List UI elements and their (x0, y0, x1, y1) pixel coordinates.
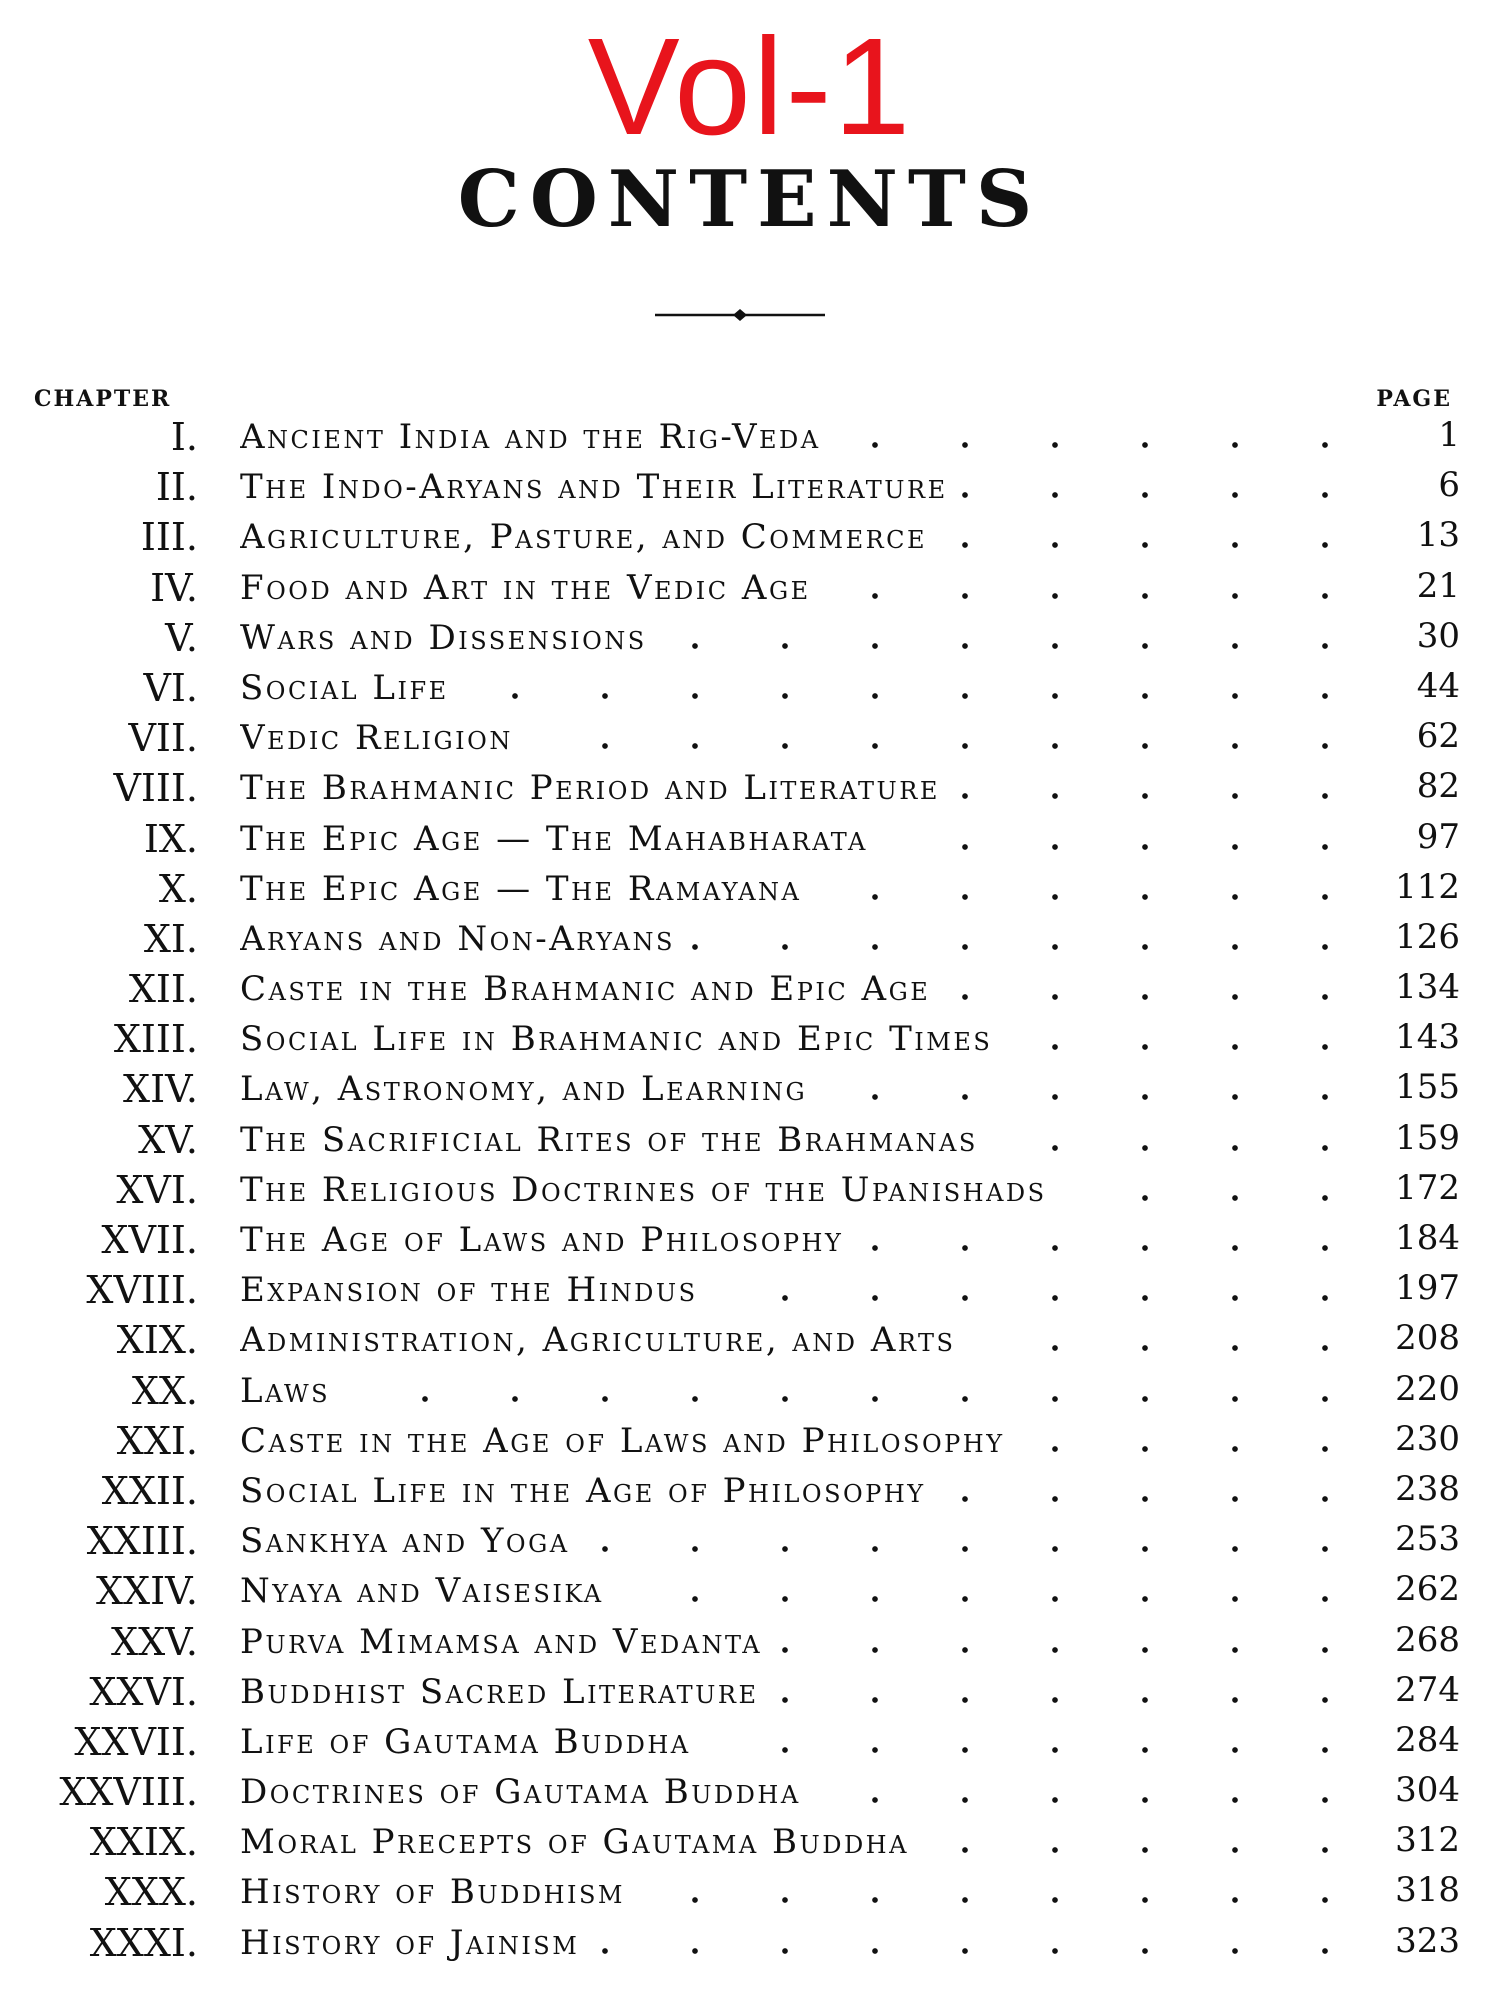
chapter-page-number: 208 (1395, 1318, 1460, 1359)
chapter-page-number: 134 (1395, 967, 1460, 1008)
dot-leader (1019, 1446, 1370, 1452)
chapter-title: Doctrines of Gautama Buddha (240, 1772, 801, 1813)
chapter-title: Administration, Agriculture, and Arts (240, 1320, 956, 1361)
toc-entry (0, 1165, 1500, 1215)
toc-entry (0, 1366, 1500, 1416)
dot-leader (712, 1295, 1370, 1301)
divider-ornament-icon (655, 309, 825, 321)
chapter-title: The Brahmanic Period and Literature (240, 768, 940, 809)
chapter-number: XII. (128, 967, 198, 1012)
toc-entry (0, 412, 1500, 462)
chapter-column-header: CHAPTER (34, 386, 172, 412)
dot-leader (344, 1396, 1370, 1402)
dot-leader (962, 492, 1370, 498)
dot-leader (992, 1145, 1370, 1151)
chapter-page-number: 318 (1395, 1870, 1460, 1911)
chapter-number: XXXI. (89, 1920, 198, 1965)
toc-entry (0, 1918, 1500, 1968)
chapter-number: XXVI. (89, 1669, 198, 1714)
chapter-number: XX. (131, 1368, 198, 1413)
chapter-number: XVI. (116, 1167, 198, 1212)
dot-leader (1006, 1044, 1370, 1050)
chapter-number: X. (158, 866, 198, 911)
chapter-title: Wars and Dissensions (240, 617, 647, 658)
chapter-page-number: 62 (1416, 716, 1460, 757)
chapter-title: Vedic Religion (240, 718, 513, 759)
dot-leader (815, 894, 1370, 900)
chapter-title: Aryans and Non-Aryans (240, 918, 675, 959)
chapter-page-number: 97 (1416, 816, 1460, 857)
toc-entry (0, 763, 1500, 813)
toc-entry (0, 1315, 1500, 1365)
chapter-number: IX. (143, 816, 198, 861)
dot-leader (618, 1596, 1370, 1602)
toc-entry (0, 1115, 1500, 1165)
dot-leader (923, 1847, 1370, 1853)
chapter-title: The Age of Laws and Philosophy (240, 1220, 844, 1260)
toc-entry (0, 1466, 1500, 1516)
chapter-page-number: 21 (1416, 565, 1460, 606)
chapter-title: The Epic Age — The Mahabharata (240, 818, 868, 859)
toc-entry (0, 1617, 1500, 1667)
page-title: CONTENTS (457, 154, 1043, 245)
chapter-number: XI. (143, 916, 198, 961)
chapter-page-number: 284 (1395, 1719, 1460, 1760)
chapter-page-number: 172 (1395, 1167, 1460, 1208)
chapter-number: XIX. (116, 1318, 198, 1363)
chapter-title: Food and Art in the Vedic Age (240, 567, 811, 608)
chapter-page-number: 274 (1395, 1669, 1460, 1710)
toc-entry (0, 864, 1500, 914)
chapter-page-number: 323 (1395, 1920, 1460, 1961)
dot-leader (1061, 1195, 1370, 1201)
table-of-contents (0, 412, 1500, 1968)
chapter-page-number: 253 (1395, 1519, 1460, 1560)
chapter-number: I. (170, 415, 198, 459)
dot-leader (773, 1697, 1370, 1703)
toc-entry (0, 613, 1500, 663)
chapter-page-number: 220 (1395, 1368, 1460, 1409)
dot-leader (705, 1747, 1370, 1753)
chapter-number: XXVII. (74, 1719, 198, 1764)
chapter-page-number: 262 (1395, 1569, 1460, 1610)
chapter-page-number: 82 (1416, 766, 1460, 807)
dot-leader (689, 944, 1370, 950)
toc-entry (0, 1817, 1500, 1867)
chapter-title: The Indo-Aryans and Their Literature (240, 467, 948, 508)
toc-entry (0, 1064, 1500, 1114)
page-column-header: PAGE (1376, 386, 1452, 412)
chapter-number: XIII. (113, 1017, 198, 1062)
chapter-title: The Epic Age — The Ramayana (240, 868, 802, 909)
chapter-number: XXIX. (89, 1820, 198, 1865)
chapter-number: VIII. (113, 766, 198, 811)
dot-leader (776, 1647, 1370, 1653)
chapter-page-number: 230 (1395, 1418, 1460, 1459)
toc-entry (0, 1014, 1500, 1064)
dot-leader (944, 994, 1370, 1000)
chapter-title: Caste in the Brahmanic and Epic Age (240, 969, 931, 1010)
dot-leader (825, 593, 1370, 599)
dot-leader (463, 693, 1370, 699)
chapter-title: Nyaya and Vaisesika (240, 1571, 604, 1612)
dot-leader (821, 1094, 1370, 1100)
dot-leader (969, 1345, 1370, 1351)
chapter-page-number: 238 (1395, 1468, 1460, 1509)
chapter-title: Laws (240, 1370, 331, 1411)
toc-entry (0, 1416, 1500, 1466)
chapter-title: Caste in the Age of Laws and Philosophy (240, 1420, 1005, 1461)
toc-entry (0, 663, 1500, 713)
chapter-title: History of Jainism (240, 1922, 580, 1963)
dot-leader (941, 542, 1370, 548)
toc-entry (0, 1265, 1500, 1315)
chapter-title: The Sacrificial Rites of the Brahmanas (240, 1119, 978, 1160)
chapter-title: Moral Precepts of Gautama Buddha (240, 1822, 909, 1863)
chapter-title: Law, Astronomy, and Learning (240, 1069, 808, 1110)
chapter-page-number: 112 (1395, 866, 1460, 907)
chapter-number: II. (155, 465, 198, 510)
chapter-page-number: 184 (1395, 1218, 1460, 1258)
chapter-number: XXII. (101, 1468, 198, 1513)
chapter-title: Social Life in the Age of Philosophy (240, 1470, 926, 1511)
chapter-page-number: 6 (1438, 465, 1460, 506)
chapter-title: Sankhya and Yoga (240, 1521, 570, 1562)
chapter-page-number: 143 (1395, 1017, 1460, 1058)
chapter-title: Life of Gautama Buddha (240, 1721, 691, 1762)
chapter-number: XXVIII. (59, 1770, 198, 1815)
chapter-number: XV. (138, 1117, 198, 1162)
chapter-number: III. (140, 515, 198, 560)
volume-label: Vol-1 (587, 10, 913, 164)
toc-entry (0, 1667, 1500, 1717)
toc-entry (0, 1767, 1500, 1817)
toc-entry (0, 964, 1500, 1014)
chapter-page-number: 312 (1395, 1820, 1460, 1861)
chapter-number: VII. (128, 716, 198, 761)
chapter-title: Buddhist Sacred Literature (240, 1671, 759, 1712)
chapter-number: XVII. (101, 1218, 198, 1262)
chapter-title: Purva Mimamsa and Vedanta (240, 1621, 763, 1662)
chapter-page-number: 126 (1395, 916, 1460, 957)
chapter-page-number: 1 (1438, 415, 1460, 455)
chapter-page-number: 155 (1395, 1067, 1460, 1108)
chapter-page-number: 268 (1395, 1619, 1460, 1660)
chapter-number: V. (165, 615, 198, 660)
toc-entry (0, 1516, 1500, 1566)
chapter-number: XIV. (123, 1067, 198, 1112)
toc-entry (0, 1215, 1500, 1265)
dot-leader (882, 844, 1370, 850)
chapter-page-number: 304 (1395, 1770, 1460, 1811)
chapter-number: XXV. (111, 1619, 198, 1664)
chapter-page-number: 44 (1416, 665, 1460, 706)
chapter-title: The Religious Doctrines of the Upanishads (240, 1169, 1047, 1210)
chapter-number: IV. (150, 565, 198, 610)
dot-leader (661, 643, 1370, 649)
chapter-title: Ancient India and the Rig-Veda (240, 417, 821, 457)
dot-leader (835, 442, 1370, 448)
toc-entry (0, 713, 1500, 763)
chapter-page-number: 197 (1395, 1268, 1460, 1309)
chapter-number: XXX. (104, 1870, 198, 1915)
chapter-number: XVIII. (86, 1268, 198, 1313)
chapter-title: Social Life (240, 667, 449, 708)
chapter-title: Expansion of the Hindus (240, 1270, 698, 1311)
dot-leader (954, 793, 1370, 799)
toc-entry (0, 1867, 1500, 1917)
toc-entry (0, 512, 1500, 562)
dot-leader (527, 743, 1370, 749)
chapter-page-number: 13 (1416, 515, 1460, 556)
dot-leader (857, 1245, 1370, 1251)
chapter-title: Agriculture, Pasture, and Commerce (240, 517, 928, 558)
toc-entry (0, 914, 1500, 964)
dot-leader (940, 1496, 1370, 1502)
dot-leader (593, 1948, 1370, 1954)
dot-leader (584, 1546, 1370, 1552)
chapter-page-number: 159 (1395, 1117, 1460, 1158)
dot-leader (815, 1797, 1370, 1803)
toc-entry (0, 563, 1500, 613)
toc-entry (0, 1717, 1500, 1767)
chapter-number: XXI. (116, 1418, 198, 1463)
chapter-number: VI. (143, 665, 198, 710)
dot-leader (639, 1897, 1370, 1903)
chapter-title: History of Buddhism (240, 1872, 625, 1913)
chapter-number: XXIII. (86, 1519, 198, 1564)
toc-entry (0, 814, 1500, 864)
toc-entry (0, 1566, 1500, 1616)
chapter-page-number: 30 (1416, 615, 1460, 656)
chapter-number: XXIV. (96, 1569, 198, 1614)
chapter-title: Social Life in Brahmanic and Epic Times (240, 1019, 993, 1060)
toc-entry (0, 462, 1500, 512)
